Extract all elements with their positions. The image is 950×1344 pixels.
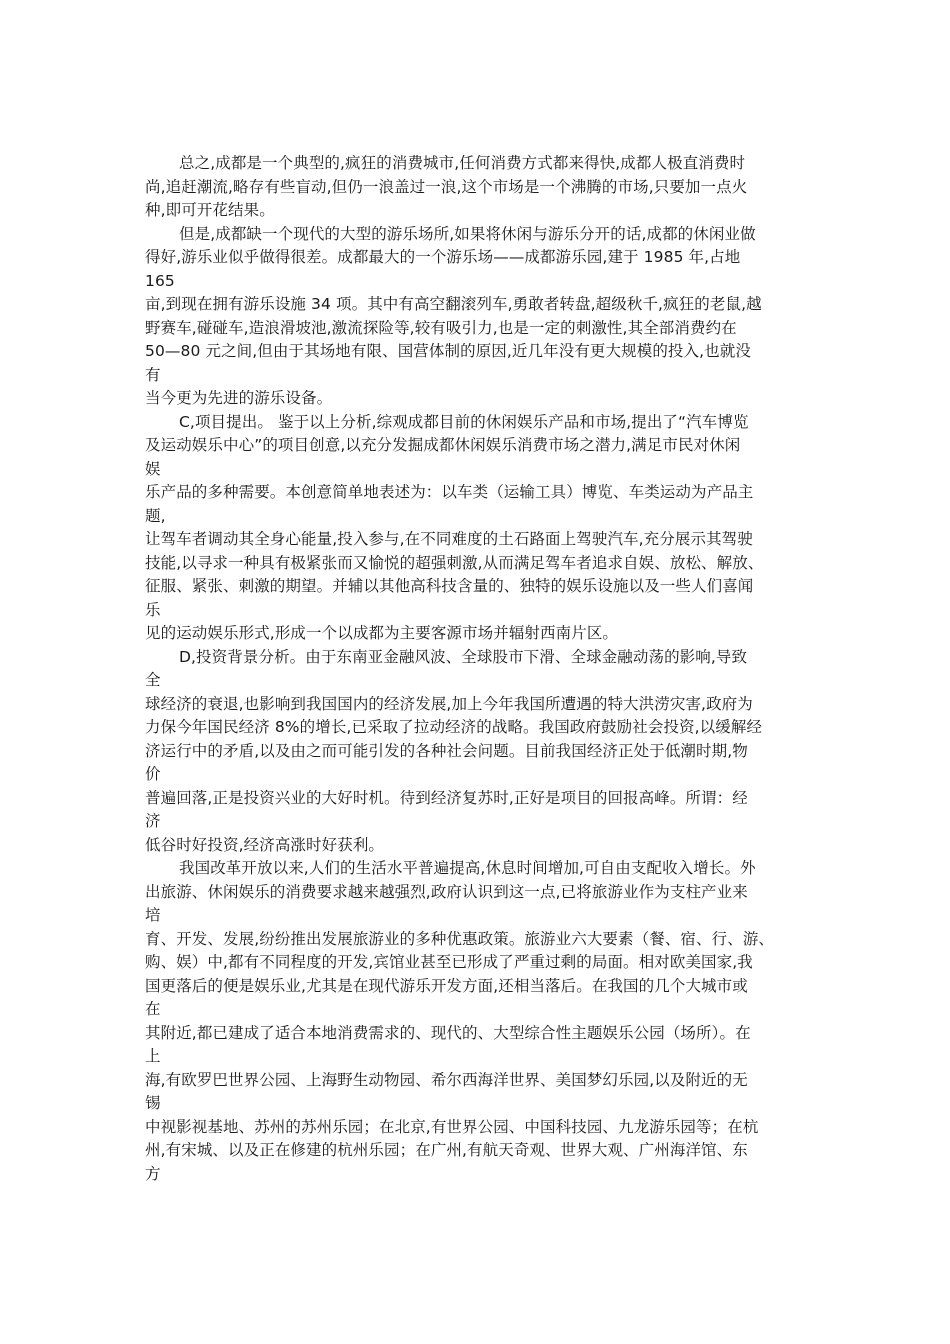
text-line: 165 bbox=[145, 271, 175, 290]
text-line: 乐 bbox=[145, 600, 161, 619]
text-line: D,投资背景分析。由于东南亚金融风波、全球股市下滑、全球金融动荡的影响,导致 bbox=[179, 647, 748, 666]
text-line: 济运行中的矛盾,以及由之而可能引发的各种社会问题。目前我国经济正处于低潮时期,物 bbox=[145, 741, 748, 760]
text-line: 国更落后的便是娱乐业,尤其是在现代游乐开发方面,还相当落后。在我国的几个大城市或 bbox=[145, 976, 748, 995]
text-line: 在 bbox=[145, 1000, 161, 1018]
text-line: 育、开发、发展,纷纷推出发展旅游业的多种优惠政策。旅游业六大要素（餐、宿、行、游、 bbox=[145, 929, 775, 948]
text-line: 让驾车者调动其全身心能量,投入参与,在不同难度的土石路面上驾驶汽车,充分展示其驾驶 bbox=[145, 530, 753, 548]
text-line: 中视影视基地、苏州的苏州乐园；在北京,有世界公园、中国科技园、九龙游乐园等；在杭 bbox=[145, 1117, 759, 1136]
text-line: 题, bbox=[145, 506, 166, 525]
text-line: 培 bbox=[145, 906, 161, 924]
text-line: 其附近,都已建成了适合本地消费需求的、现代的、大型综合性主题娱乐公园（场所）。在 bbox=[145, 1023, 751, 1042]
text-line: 全 bbox=[145, 671, 161, 689]
text-line: 价 bbox=[145, 765, 161, 783]
text-line: 及运动娱乐中心”的项目创意,以充分发掘成都休闲娱乐消费市场之潜力,满足市民对休闲 bbox=[145, 436, 741, 454]
text-line: C,项目提出。 鉴于以上分析,综观成都目前的休闲娱乐产品和市场,提出了“汽车博览 bbox=[179, 412, 749, 431]
text-line: 球经济的衰退,也影响到我国国内的经济发展,加上今年我国所遭遇的特大洪涝灾害,政府为 bbox=[145, 694, 753, 713]
text-line: 征服、紧张、刺激的期望。并辅以其他高科技含量的、独特的娱乐设施以及一些人们喜闻 bbox=[145, 577, 754, 595]
text-line: 低谷时好投资,经济高涨时好获利。 bbox=[145, 835, 385, 854]
text-line: 济 bbox=[145, 812, 161, 830]
text-line: 尚,追赶潮流,略存有些盲动,但仍一浪盖过一浪,这个市场是一个沸腾的市场,只要加一点火 bbox=[145, 177, 748, 196]
text-line: 我国改革开放以来,人们的生活水平普遍提高,休息时间增加,可自由支配收入增长。外 bbox=[179, 859, 756, 877]
text-line: 见的运动娱乐形式,形成一个以成都为主要客源市场并辐射西南片区。 bbox=[145, 624, 619, 642]
text-line: 有 bbox=[145, 365, 161, 384]
text-line: 50—80 元之间,但由于其场地有限、国营体制的原因,近几年没有更大规模的投入,也就没 bbox=[145, 342, 751, 360]
text-line: 方 bbox=[145, 1164, 161, 1183]
text-line: 亩,到现在拥有游乐设施 34 项。其中有高空翻滚列车,勇敢者转盘,超级秋千,疯狂的老鼠,越 bbox=[145, 295, 762, 313]
text-line: 上 bbox=[145, 1047, 161, 1065]
text-line: 技能,以寻求一种具有极紧张而又愉悦的超强刺激,从而满足驾车者追求自娱、放松、解放、 bbox=[145, 553, 764, 572]
text-line: 普遍回落,正是投资兴业的大好时机。待到经济复苏时,正好是项目的回报高峰。所谓：经 bbox=[145, 788, 748, 807]
text-line: 锡 bbox=[145, 1094, 161, 1112]
text-line: 种,即可开花结果。 bbox=[145, 201, 275, 219]
text-line: 州,有宋城、以及正在修建的杭州乐园；在广州,有航天奇观、世界大观、广州海洋馆、东 bbox=[145, 1141, 748, 1159]
text-line: 但是,成都缺一个现代的大型的游乐场所,如果将休闲与游乐分开的话,成都的休闲业做 bbox=[179, 224, 756, 243]
text-line: 乐产品的多种需要。本创意简单地表述为：以车类（运输工具）博览、车类运动为产品主 bbox=[145, 483, 754, 501]
text-line: 当今更为先进的游乐设备。 bbox=[145, 389, 333, 407]
text-line: 总之,成都是一个典型的,疯狂的消费城市,任何消费方式都来得快,成都人极直消费时 bbox=[179, 154, 746, 172]
text-line: 野赛车,碰碰车,造浪滑坡池,激流探险等,较有吸引力,也是一定的刺激性,其全部消费约在 bbox=[145, 318, 737, 337]
text-line: 力保今年国民经济 8%的增长,已采取了拉动经济的战略。我国政府鼓励社会投资,以缓解经 bbox=[145, 718, 763, 736]
text-line: 购、娱）中,都有不同程度的开发,宾馆业甚至已形成了严重过剩的局面。相对欧美国家,我 bbox=[145, 953, 753, 971]
text-line: 海,有欧罗巴世界公园、上海野生动物园、希尔西海洋世界、美国梦幻乐园,以及附近的无 bbox=[145, 1070, 748, 1089]
text-line: 娱 bbox=[145, 459, 161, 478]
text-line: 出旅游、休闲娱乐的消费要求越来越强烈,政府认识到这一点,已将旅游业作为支柱产业来 bbox=[145, 882, 748, 901]
text-line: 得好,游乐业似乎做得很差。成都最大的一个游乐场——成都游乐园,建于 1985 年,占地 bbox=[145, 248, 741, 266]
document-body bbox=[145, 152, 810, 1186]
